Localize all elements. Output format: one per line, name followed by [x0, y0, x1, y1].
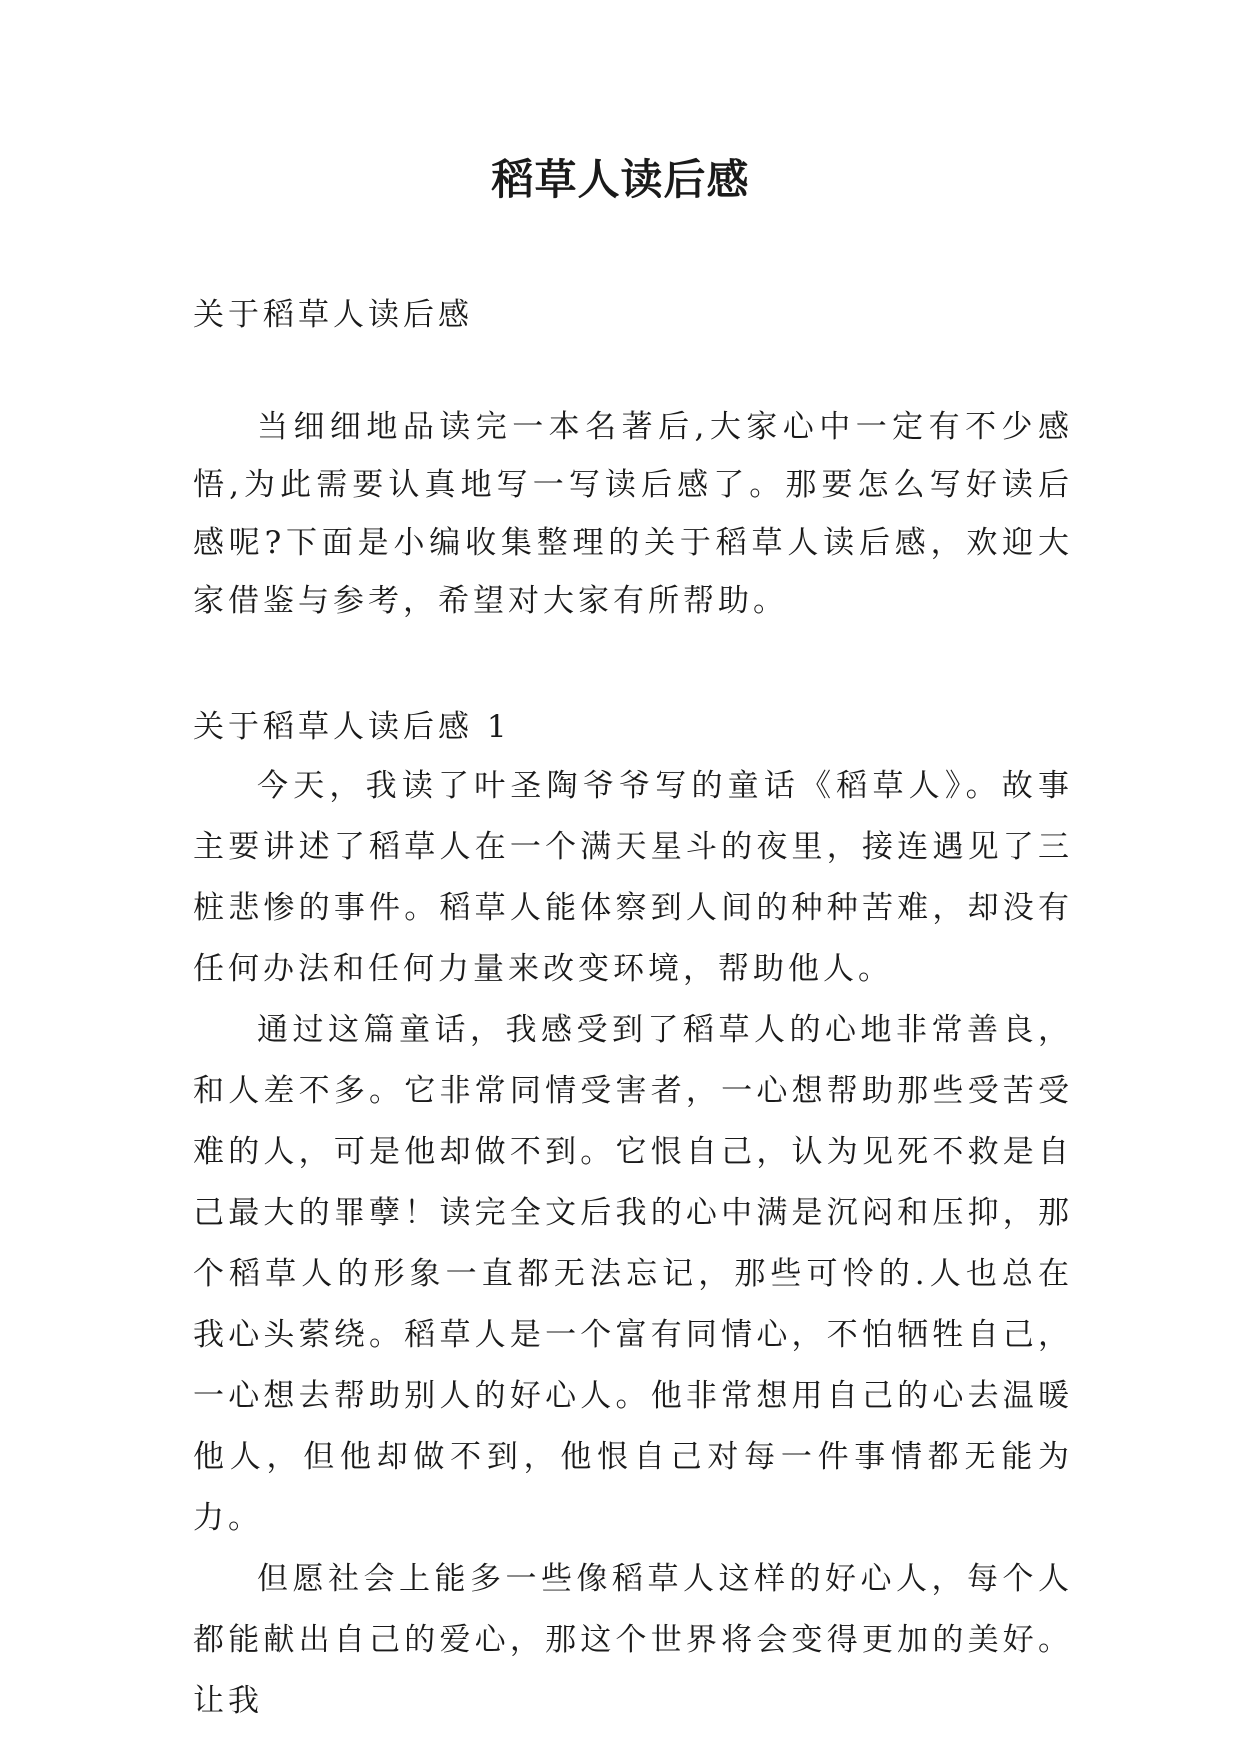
body-paragraph: 通过这篇童话，我感受到了稻草人的心地非常善良，和人差不多。它非常同情受害者，一心想帮助那些受苦受难的人，可是他却做不到。它恨自己，认为见死不救是自己最大的罪孽！读完全文后我的心中满是沉闷和压抑，那个稻草人的形象一直都无法忘记，那些可怜的.人也总在我心头萦绕。稻草人是一个富有同情心，不怕牺牲自己，一心想去帮助别人的好心人。他非常想用自己的心去温暖他人，但他却做不到，他恨自己对每一件事情都无能为力。	[193, 1012, 1073, 1536]
document-subtitle: 关于稻草人读后感	[193, 297, 473, 333]
document-title: 稻草人读后感	[491, 155, 750, 204]
intro-paragraph: 当细细地品读完一本名著后,大家心中一定有不少感悟,为此需要认真地写一写读后感了。那要怎么写好读后感呢?下面是小编收集整理的关于稻草人读后感，欢迎大家借鉴与参考，希望对大家有所帮助。	[193, 409, 1073, 619]
body-paragraph: 但愿社会上能多一些像稻草人这样的好心人，每个人都能献出自己的爱心，那这个世界将会变得更加的美好。让我	[193, 1561, 1073, 1719]
body-paragraph: 今天，我读了叶圣陶爷爷写的童话《稻草人》。故事主要讲述了稻草人在一个满天星斗的夜里，接连遇见了三桩悲惨的事件。稻草人能体察到人间的种种苦难，却没有任何办法和任何力量来改变环境，帮助他人。	[193, 768, 1073, 987]
section-body	[193, 756, 1073, 1732]
section-heading: 关于稻草人读后感 1	[193, 709, 511, 745]
